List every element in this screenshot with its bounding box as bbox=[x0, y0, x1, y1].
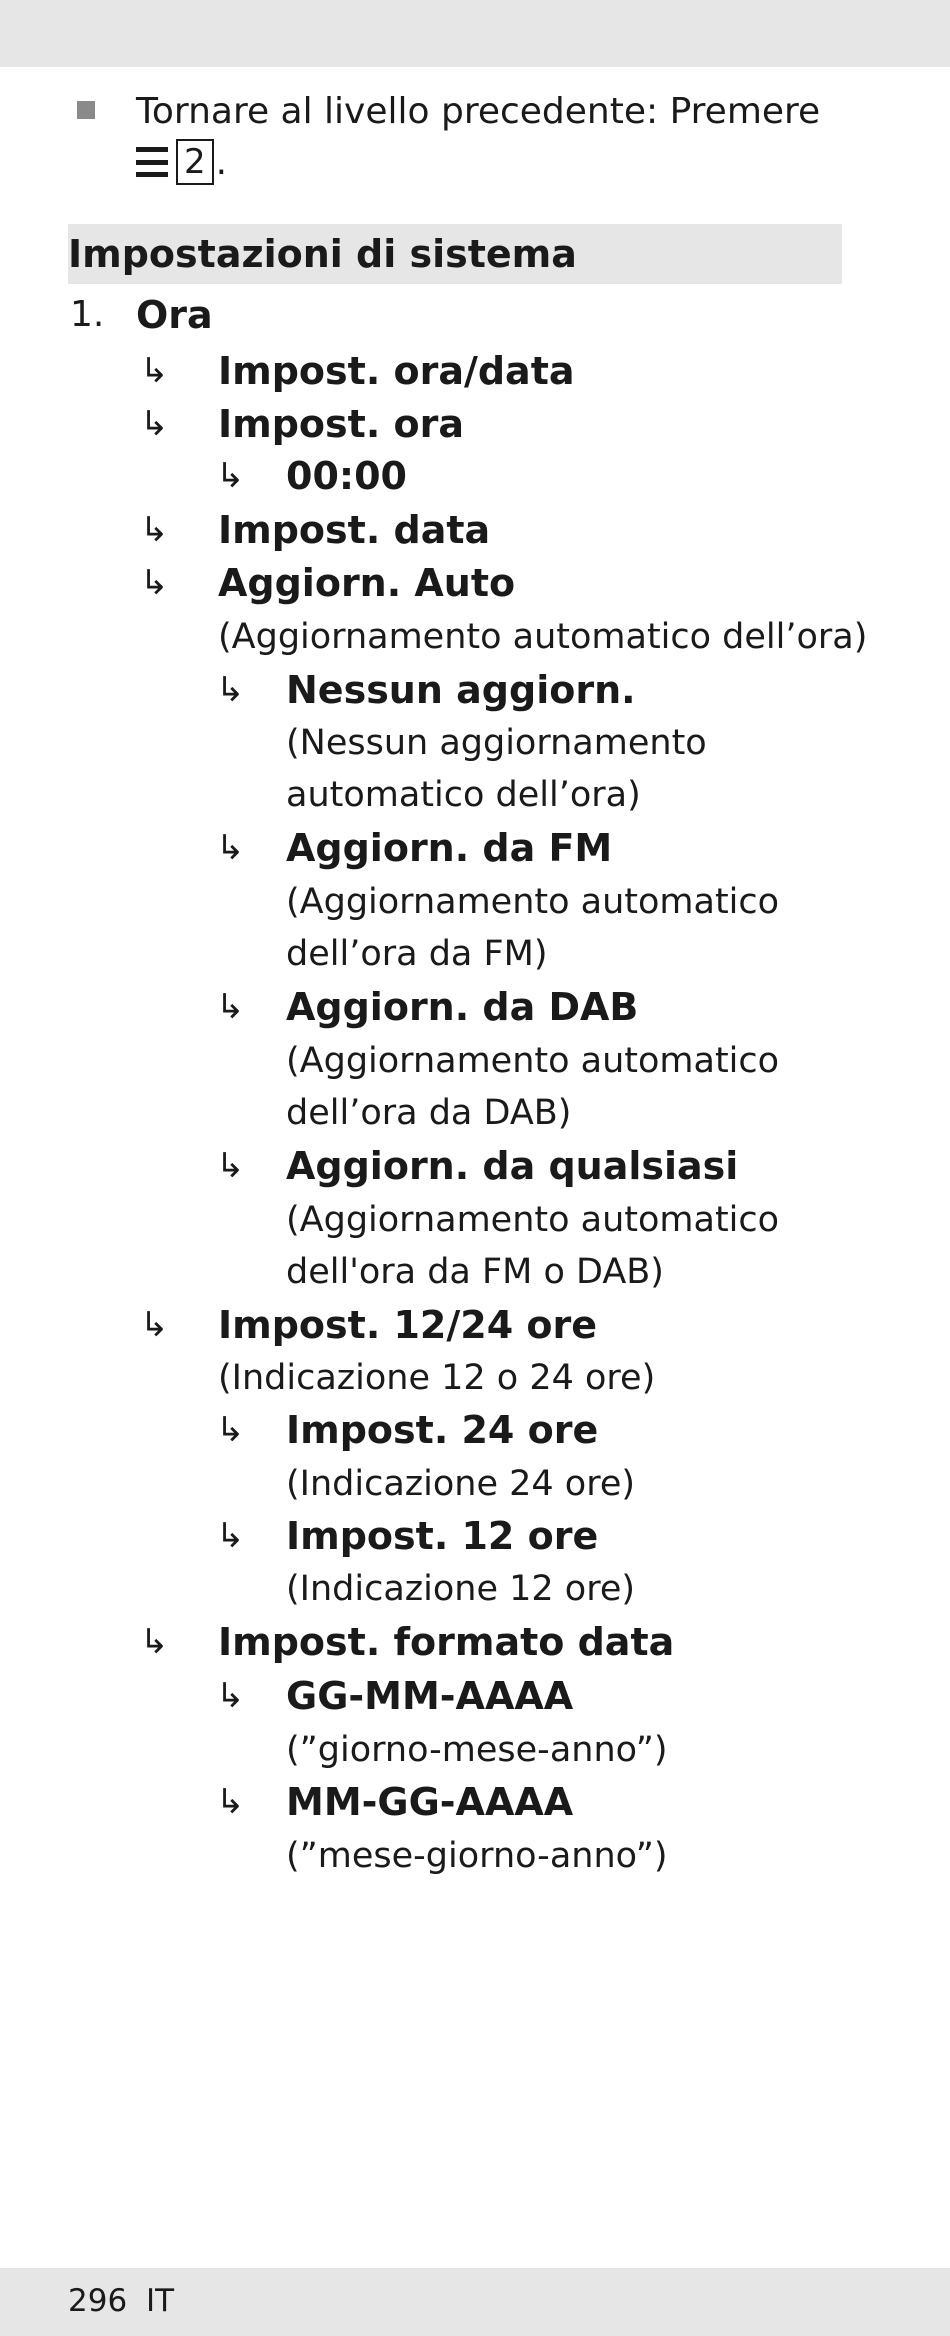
item-update-any: Aggiorn. da qualsiasi bbox=[286, 1144, 739, 1188]
arrow-icon: ↳ bbox=[140, 1622, 169, 1662]
list-number: 1. bbox=[70, 294, 105, 335]
period: . bbox=[215, 141, 228, 183]
desc-no-update-1: (Nessun aggiornamento bbox=[286, 723, 707, 763]
item-hours-12: Impost. 12 ore bbox=[286, 1514, 599, 1558]
arrow-icon: ↳ bbox=[140, 351, 169, 391]
desc-fmt-dmy: (”giorno-mese-anno”) bbox=[286, 1730, 668, 1770]
item-date-format: Impost. formato data bbox=[218, 1620, 675, 1664]
intro-text: Tornare al livello precedente: Premere bbox=[136, 91, 821, 132]
item-update-dab: Aggiorn. da DAB bbox=[286, 985, 639, 1029]
arrow-icon: ↳ bbox=[140, 510, 169, 550]
desc-auto-update: (Aggiornamento automatico dell’ora) bbox=[218, 617, 868, 657]
desc-update-fm-1: (Aggiornamento automatico bbox=[286, 882, 780, 922]
item-hours-24: Impost. 24 ore bbox=[286, 1408, 599, 1452]
arrow-icon: ↳ bbox=[216, 1410, 245, 1450]
arrow-icon: ↳ bbox=[216, 1676, 245, 1716]
item-auto-update: Aggiorn. Auto bbox=[218, 561, 516, 605]
intro-key-line bbox=[136, 138, 227, 186]
arrow-icon: ↳ bbox=[140, 404, 169, 444]
item-time-date: Impost. ora/data bbox=[218, 349, 575, 393]
desc-update-dab-1: (Aggiornamento automatico bbox=[286, 1041, 780, 1081]
key-box: 2 bbox=[176, 139, 214, 185]
top-bar bbox=[0, 0, 950, 67]
item-no-update: Nessun aggiorn. bbox=[286, 668, 636, 712]
desc-update-fm-2: dell’ora da FM) bbox=[286, 934, 548, 974]
bullet-square-icon bbox=[77, 101, 95, 119]
arrow-icon: ↳ bbox=[140, 1305, 169, 1345]
item-time-value: 00:00 bbox=[286, 454, 407, 498]
item-update-fm: Aggiorn. da FM bbox=[286, 826, 613, 870]
footer-bar bbox=[0, 2268, 950, 2336]
item-fmt-mdy: MM-GG-AAAA bbox=[286, 1780, 574, 1824]
desc-update-any-2: dell'ora da FM o DAB) bbox=[286, 1252, 664, 1292]
desc-update-dab-2: dell’ora da DAB) bbox=[286, 1093, 572, 1133]
desc-no-update-2: automatico dell’ora) bbox=[286, 775, 641, 815]
desc-fmt-mdy: (”mese-giorno-anno”) bbox=[286, 1836, 668, 1876]
menu-icon bbox=[136, 147, 168, 177]
list-title: Ora bbox=[136, 293, 213, 337]
page-language: IT bbox=[146, 2283, 175, 2319]
arrow-icon: ↳ bbox=[216, 1146, 245, 1186]
arrow-icon: ↳ bbox=[216, 456, 245, 496]
desc-hours-12: (Indicazione 12 ore) bbox=[286, 1569, 636, 1609]
desc-hours-24: (Indicazione 24 ore) bbox=[286, 1464, 636, 1504]
desc-update-any-1: (Aggiornamento automatico bbox=[286, 1200, 780, 1240]
item-set-time: Impost. ora bbox=[218, 402, 464, 446]
arrow-icon: ↳ bbox=[216, 1782, 245, 1822]
desc-hours-1224: (Indicazione 12 o 24 ore) bbox=[218, 1358, 656, 1398]
arrow-icon: ↳ bbox=[216, 828, 245, 868]
section-heading: Impostazioni di sistema bbox=[68, 224, 842, 284]
arrow-icon: ↳ bbox=[216, 987, 245, 1027]
page-number: 296 bbox=[68, 2283, 128, 2319]
arrow-icon: ↳ bbox=[140, 563, 169, 603]
item-fmt-dmy: GG-MM-AAAA bbox=[286, 1674, 574, 1718]
arrow-icon: ↳ bbox=[216, 670, 245, 710]
item-hours-1224: Impost. 12/24 ore bbox=[218, 1303, 597, 1347]
item-set-date: Impost. data bbox=[218, 508, 491, 552]
arrow-icon: ↳ bbox=[216, 1516, 245, 1556]
